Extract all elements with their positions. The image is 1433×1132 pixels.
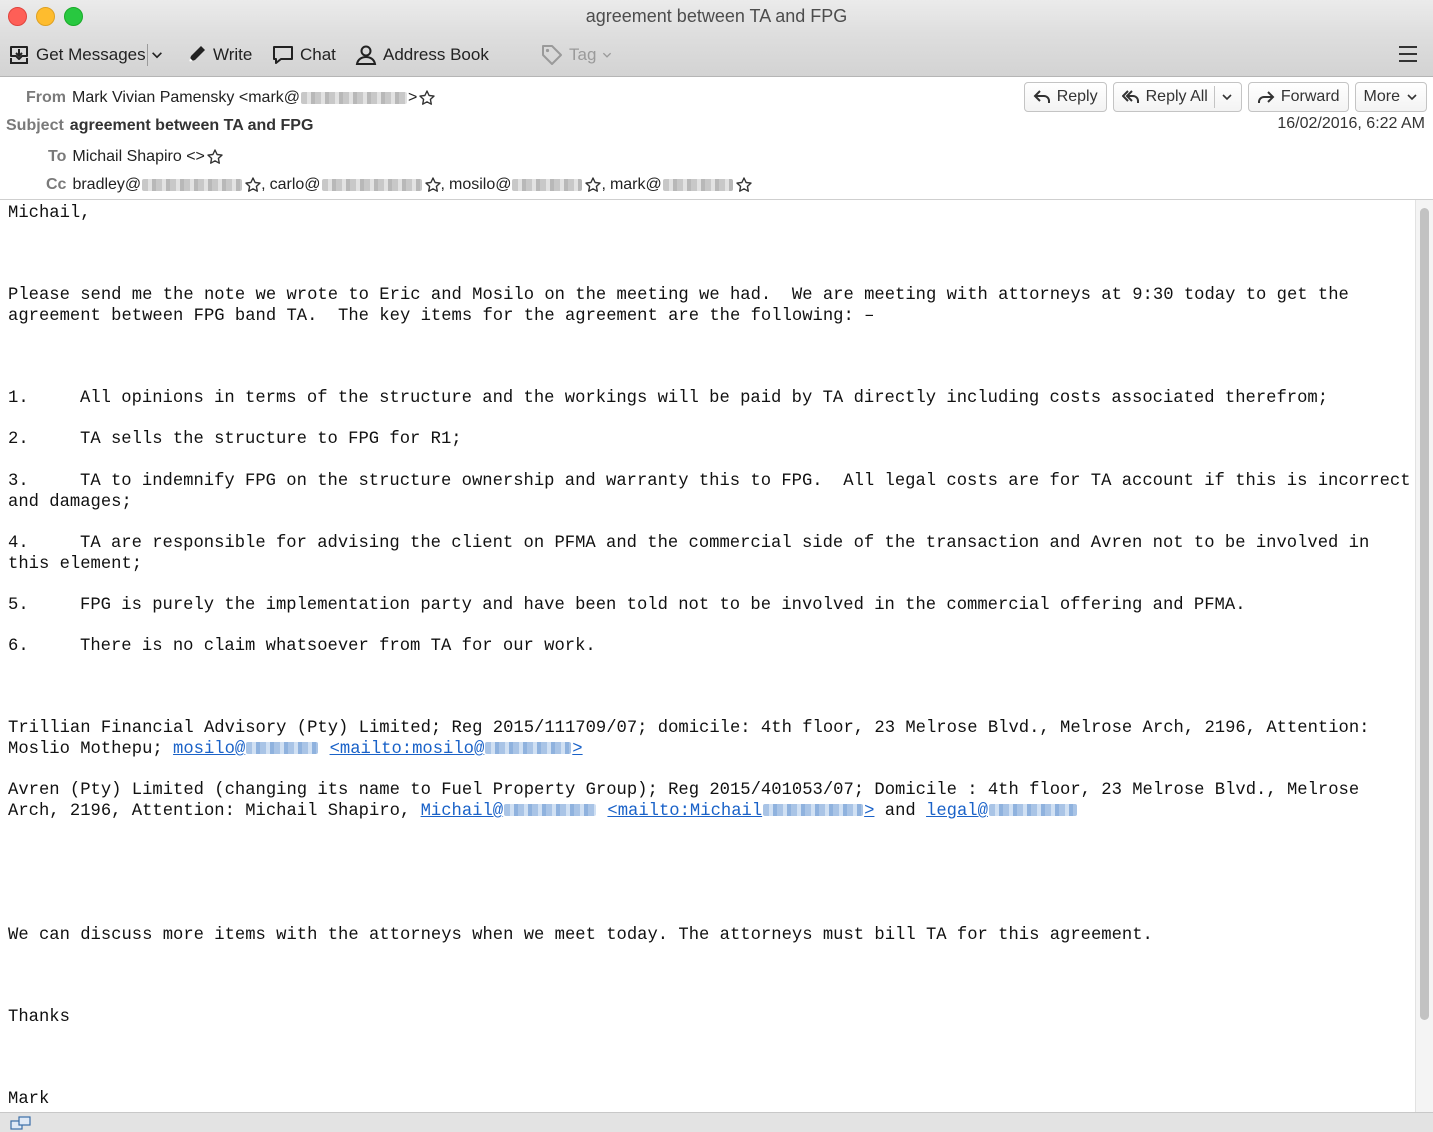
link-text: > — [864, 802, 875, 821]
tag-icon — [541, 44, 563, 66]
redacted-text — [663, 179, 733, 191]
scrollbar-thumb[interactable] — [1420, 208, 1429, 1020]
mailto-link[interactable] — [330, 740, 583, 759]
body-text: Moslio Mothepu; — [8, 740, 174, 759]
body-paragraph: Trillian Financial Advisory (Pty) Limited; Reg 2015/111709/07; domicile: 4th floor, 23 Melrose Blvd., Melrose Arch, 2196, Attention: — [8, 719, 1370, 738]
reply-all-arrow-icon — [1122, 88, 1140, 106]
list-item-text: this element; — [8, 555, 143, 574]
chevron-down-icon[interactable] — [1221, 91, 1233, 103]
star-icon[interactable] — [207, 149, 223, 165]
forward-label: Forward — [1280, 88, 1340, 105]
link-text: legal@ — [926, 802, 988, 821]
redacted-text — [246, 742, 318, 754]
cc-recipient[interactable]: bradley@ — [72, 176, 142, 193]
from-row — [26, 89, 435, 107]
from-label: From — [26, 89, 66, 106]
pencil-icon — [185, 44, 207, 66]
cc-separator: , — [440, 176, 445, 193]
redacted-text — [989, 804, 1077, 816]
redacted-text — [512, 179, 582, 191]
menu-line — [1399, 53, 1417, 55]
redacted-text — [504, 804, 596, 816]
list-item-number: 4. — [8, 534, 29, 553]
list-item-text: All opinions in terms of the structure and the workings will be paid by TA directly including costs associated therefrom; — [80, 389, 1329, 408]
app-menu-button[interactable] — [1399, 46, 1417, 62]
body-paragraph: Please send me the note we wrote to Eric and Mosilo on the meeting we had. We are meeting with attorneys at 9:30 today to get the — [8, 286, 1349, 305]
redacted-text — [301, 92, 407, 104]
to-recipient[interactable]: Michail Shapiro <> — [72, 148, 205, 165]
cc-separator: , — [261, 176, 266, 193]
chat-label: Chat — [300, 45, 336, 64]
redacted-text — [322, 179, 422, 191]
cc-recipient[interactable]: carlo@ — [269, 176, 321, 193]
forward-arrow-icon — [1257, 88, 1275, 106]
body-line — [8, 802, 1078, 823]
window-title: agreement between TA and FPG — [585, 6, 848, 26]
list-item-text: TA are responsible for advising the client on PFMA and the commercial side of the transaction and Avren not to be involved in — [80, 534, 1370, 553]
message-header — [0, 77, 1433, 200]
chevron-down-icon — [602, 50, 612, 60]
get-messages-dropdown[interactable] — [151, 42, 163, 68]
get-messages-label: Get Messages — [36, 45, 146, 64]
list-item-text: TA sells the structure to FPG for R1; — [80, 430, 462, 449]
tag-button[interactable] — [541, 42, 612, 68]
get-messages-button[interactable] — [8, 42, 146, 68]
chat-button[interactable] — [272, 42, 336, 68]
star-icon[interactable] — [585, 177, 601, 193]
body-line — [8, 740, 583, 761]
list-item-text: FPG is purely the implementation party and have been told not to be involved in the commercial offering and PFMA. — [80, 596, 1246, 615]
reply-all-button[interactable] — [1113, 82, 1242, 112]
title-bar — [0, 0, 1433, 34]
subject-text: agreement between TA and FPG — [69, 117, 314, 134]
link-text: mosilo@ — [173, 740, 246, 759]
subject-row — [6, 117, 313, 135]
cc-recipient[interactable]: mosilo@ — [449, 176, 512, 193]
chevron-down-icon — [1406, 91, 1418, 103]
from-sender-end: > — [408, 89, 418, 106]
star-icon[interactable] — [425, 177, 441, 193]
list-item-text: TA to indemnify FPG on the structure ownership and warranty this to FPG. All legal costs are for TA account if this is incorrect — [80, 472, 1411, 491]
body-text: Arch, 2196, Attention: Michail Shapiro, — [8, 802, 421, 821]
body-text: and — [874, 802, 927, 821]
reply-all-label: Reply All — [1145, 88, 1208, 105]
reply-button[interactable] — [1024, 82, 1107, 112]
star-icon[interactable] — [736, 177, 752, 193]
thanks-text: Thanks — [8, 1008, 70, 1027]
message-body — [0, 200, 1416, 1112]
message-date: 16/02/2016, 6:22 AM — [1277, 115, 1425, 132]
from-sender[interactable]: Mark Vivian Pamensky <mark@ — [72, 89, 301, 106]
star-icon[interactable] — [419, 90, 435, 106]
reply-label: Reply — [1056, 88, 1098, 105]
link-text: Michail@ — [420, 802, 504, 821]
address-book-label: Address Book — [383, 45, 489, 64]
redacted-text — [142, 179, 242, 191]
email-link[interactable] — [926, 802, 1078, 821]
list-item-text: and damages; — [8, 493, 132, 512]
star-icon[interactable] — [245, 177, 261, 193]
to-label: To — [48, 148, 67, 165]
body-paragraph: We can discuss more items with the attorneys when we meet today. The attorneys must bill TA for this agreement. — [8, 926, 1153, 945]
contact-icon — [355, 44, 377, 66]
write-label: Write — [213, 45, 253, 64]
cc-separator: , — [601, 176, 606, 193]
list-item-number: 6. — [8, 637, 29, 656]
message-actions — [1024, 82, 1427, 112]
toolbar-separator — [147, 44, 148, 66]
mailto-link[interactable] — [607, 802, 874, 821]
cc-row — [46, 176, 752, 194]
list-item-number: 1. — [8, 389, 29, 408]
split-divider — [1214, 86, 1215, 108]
list-item-number: 2. — [8, 430, 29, 449]
body-paragraph: Avren (Pty) Limited (changing its name to Fuel Property Group); Reg 2015/401053/07; Domicile : 4th floor, 23 Melrose Blvd., Melrose — [8, 781, 1360, 800]
reply-arrow-icon — [1033, 88, 1051, 106]
more-button[interactable] — [1355, 82, 1427, 112]
link-text: > — [572, 740, 583, 759]
link-text: <mailto:mosilo@ — [329, 740, 485, 759]
to-row — [48, 148, 223, 166]
email-link[interactable] — [173, 740, 319, 759]
address-book-button[interactable] — [355, 42, 489, 68]
cc-label: Cc — [46, 176, 67, 193]
list-item-number: 3. — [8, 472, 29, 491]
redacted-text — [485, 742, 571, 754]
tag-label: Tag — [569, 45, 597, 64]
list-item-number: 5. — [8, 596, 29, 615]
body-paragraph: agreement between FPG band TA. The key items for the agreement are the following: – — [8, 307, 875, 326]
network-status-icon[interactable] — [10, 1115, 32, 1131]
menu-line — [1399, 46, 1417, 48]
download-tray-icon — [8, 44, 30, 66]
cc-recipient[interactable]: mark@ — [609, 176, 662, 193]
status-bar — [0, 1112, 1433, 1132]
chevron-down-icon — [151, 49, 163, 61]
email-link[interactable] — [421, 802, 598, 821]
main-toolbar — [0, 34, 1433, 77]
more-label: More — [1363, 88, 1400, 105]
signature-text: Mark — [8, 1090, 50, 1109]
vertical-scrollbar[interactable] — [1415, 200, 1433, 1112]
chat-bubble-icon — [272, 44, 294, 66]
write-button[interactable] — [185, 42, 252, 68]
menu-line — [1399, 60, 1417, 62]
list-item-text: There is no claim whatsoever from TA for our work. — [80, 637, 596, 656]
subject-label: Subject — [6, 117, 64, 134]
link-text: <mailto:Michail — [607, 802, 763, 821]
greeting-text: Michail, — [8, 204, 91, 223]
redacted-text — [763, 804, 863, 816]
forward-button[interactable] — [1248, 82, 1349, 112]
